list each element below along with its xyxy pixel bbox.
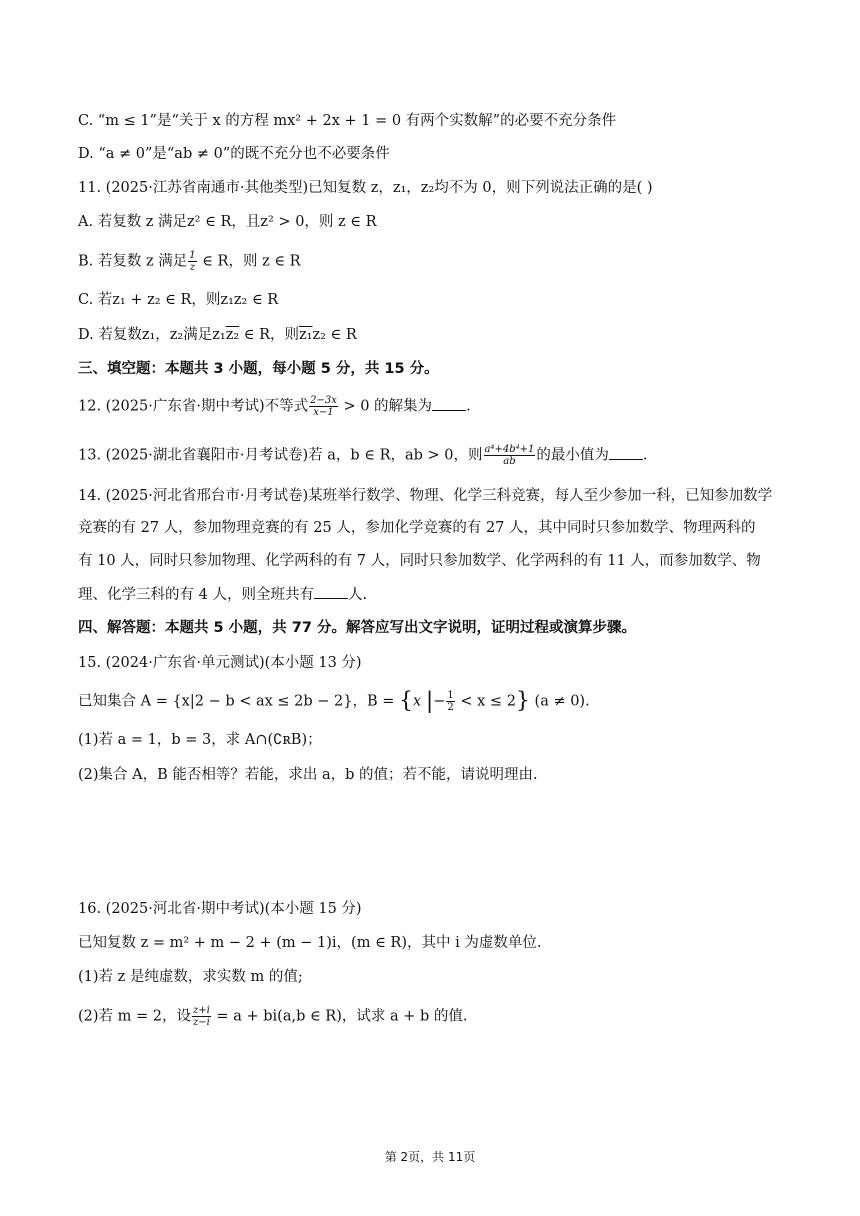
question-16-part-2 [78,1005,468,1028]
denominator: 2 [447,702,454,713]
question-11: 11. (2025·江苏省南通市·其他类型)已知复数 z，z₁，z₂均不为 0，则下列说法正确的是( ) [78,180,653,196]
text: < x ≤ 2 [455,693,516,710]
fraction [188,250,196,273]
numerator: 1 [447,690,454,701]
text: x [413,693,426,710]
text: 理、化学三科的有 4 人，则全班共有 [78,587,314,603]
denominator: z [189,262,196,273]
question-11-option-c: C. 若z₁ + z₂ ∈ R，则z₁z₂ ∈ R [78,292,279,308]
text: 13. (2025·湖北省襄阳市·月考试卷)若 a，b ∈ R，ab > 0，则 [78,447,483,464]
text: 12. (2025·广东省·期中考试)不等式 [78,398,309,415]
question-15: 15. (2024·广东省·单元测试)(本小题 13 分) [78,655,362,671]
question-15-given [78,690,590,713]
text: ∈ R，则 z ∈ R [197,253,301,270]
text: ∈ R，则 [239,327,300,343]
question-11-option-b [78,250,301,273]
text: (2)若 m = 2，设 [78,1008,191,1025]
answer-blank[interactable] [314,584,348,599]
fraction [309,395,338,418]
section-3-heading: 三、填空题：本题共 3 小题，每小题 5 分，共 15 分。 [78,361,439,377]
question-15-part-2: (2)集合 A，B 能否相等？若能，求出 a，b 的值；若不能，请说明理由. [78,767,538,783]
question-13 [78,444,648,467]
fraction [192,1005,211,1028]
question-16: 16. (2025·河北省·期中考试)(本小题 15 分) [78,901,362,917]
question-14-line-2: 竞赛的有 27 人，参加物理竞赛的有 25 人，参加化学竞赛的有 27 人，其中同时只参加数学、物理两科的 [78,520,756,536]
question-15-part-1: (1)若 a = 1，b = 3，求 A∩(∁ʀB)； [78,732,322,748]
conjugate: z₂ [225,327,240,343]
numerator: z+i [193,1005,210,1016]
text: > 0 的解集为 [338,398,433,415]
denominator: x−1 [313,407,334,418]
answer-blank[interactable] [432,396,466,411]
question-11-option-a: A. 若复数 z 满足z² ∈ R，且z² > 0，则 z ∈ R [78,214,377,230]
question-16-given: 已知复数 z = m² + m − 2 + (m − 1)i，(m ∈ R)，其中 i 为虚数单位. [78,935,542,951]
fraction [446,690,454,713]
fraction [484,444,536,467]
conjugate: z₁ [299,327,313,343]
text: 人. [347,587,368,603]
option-c: C. “m ≤ 1”是“关于 x 的方程 mx² + 2x + 1 = 0 有两个实数解”的必要不充分条件 [78,113,617,129]
text: − [433,693,446,710]
question-16-part-1: (1)若 z 是纯虚数，求实数 m 的值; [78,969,303,985]
question-12 [78,395,471,418]
question-14-line-4 [78,584,367,605]
text: 已知集合 A = {x|2 − b < ax ≤ 2b − 2}，B = [78,693,400,710]
question-14-line-1: 14. (2025·河北省邢台市·月考试卷)某班举行数学、物理、化学三科竞赛，每人至少参加一科，已知参加数学 [78,488,773,504]
option-d: D. “a ≠ 0”是“ab ≠ 0”的既不充分也不必要条件 [78,146,390,162]
text: (a ≠ 0). [529,693,590,710]
text: . [466,398,471,415]
text: z₂ ∈ R [312,327,357,343]
right-brace: } [515,688,530,714]
left-brace: { [399,688,414,714]
numerator: 2−3x [310,395,337,406]
text: . [642,447,648,464]
section-4-heading: 四、解答题：本题共 5 小题，共 77 分。解答应写出文字说明，证明过程或演算步骤。 [78,620,636,636]
question-11-option-d [78,325,357,345]
text: B. 若复数 z 满足 [78,253,188,270]
denominator: ab [503,456,516,467]
numerator: a⁴+4b⁴+1 [484,444,535,455]
text: 的最小值为 [536,447,609,464]
numerator: 1 [189,250,196,261]
page-footer: 第 2页，共 11页 [384,1150,476,1164]
answer-blank[interactable] [609,445,643,460]
set-bar: | [425,688,434,714]
denominator: z−i [193,1017,210,1028]
text: D. 若复数z₁，z₂满足z₁ [78,327,226,343]
text: = a + bi(a,b ∈ R)，试求 a + b 的值. [211,1008,468,1025]
question-14-line-3: 有 10 人，同时只参加物理、化学两科的有 7 人，同时只参加数学、化学两科的有 11 人，而参加数学、物 [78,553,761,569]
